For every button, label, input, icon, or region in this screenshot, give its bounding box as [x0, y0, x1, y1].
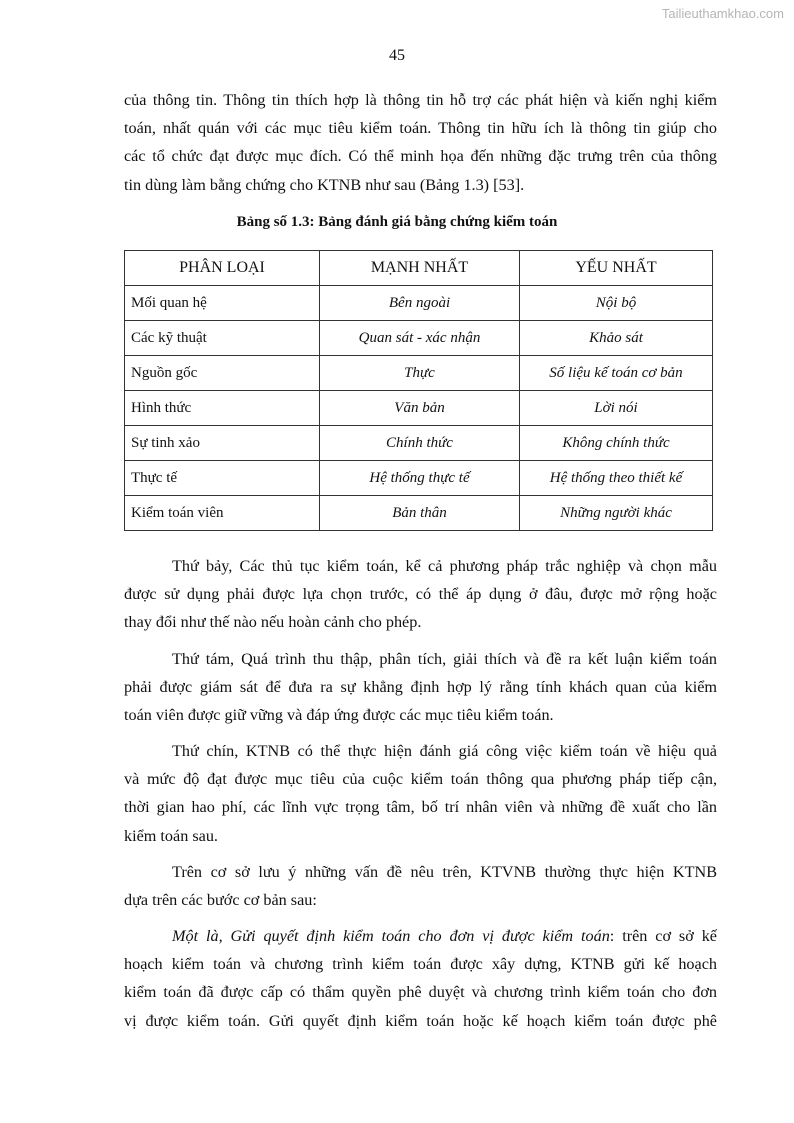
weakest-cell: Khảo sát [520, 321, 713, 356]
weakest-cell: Lời nói [520, 391, 713, 426]
weakest-cell: Không chính thức [520, 426, 713, 461]
text-line: được sử dụng phải được lựa chọn trước, có thể áp dụng ở đâu, được mở rộng hoặc [124, 585, 717, 604]
weakest-cell: Những người khác [520, 496, 713, 531]
text-line: kiểm toán đã được cấp có thẩm quyền phê duyệt và chương trình kiểm toán cho đơn [124, 983, 717, 1002]
table-header-row [125, 251, 713, 286]
text-line: của thông tin. Thông tin thích hợp là thông tin hỗ trợ các phát hiện và kiến nghị kiểm [124, 91, 717, 109]
weakest-cell: Nội bộ [520, 286, 713, 321]
category-cell: Mối quan hệ [125, 286, 320, 321]
text-line: phải được giám sát để đưa ra sự khẳng định hợp lý rằng tính khách quan của kiểm [124, 678, 717, 697]
paragraph-4 [124, 737, 717, 850]
table-caption: Bảng số 1.3: Bảng đánh giá bằng chứng kiểm toán [236, 214, 558, 230]
text-line: Thứ tám, Quá trình thu thập, phân tích, giải thích và đề ra kết luận kiểm toán [172, 650, 717, 668]
table-row [125, 461, 713, 496]
text-line: thay đổi như thế nào nếu hoàn cảnh cho phép. [124, 613, 422, 632]
table-row [125, 426, 713, 461]
strongest-cell: Chính thức [320, 426, 520, 461]
text-line: dựa trên các bước cơ bản sau: [124, 891, 317, 910]
paragraph-1 [124, 86, 717, 199]
table-row [125, 286, 713, 321]
column-header: PHÂN LOẠI [125, 251, 320, 286]
table-row [125, 356, 713, 391]
strongest-cell: Hệ thống thực tế [320, 461, 520, 496]
paragraph-3 [124, 645, 717, 730]
column-header: YẾU NHẤT [520, 251, 713, 286]
table-row [125, 391, 713, 426]
text-line: toán, nhất quán với các mục tiêu kiểm toán. Thông tin hữu ích là thông tin giúp cho [124, 119, 717, 138]
strongest-cell: Thực [320, 356, 520, 391]
strongest-cell: Văn bản [320, 391, 520, 426]
step-title: Một là, Gửi quyết định kiểm toán cho đơn vị được kiểm toán [172, 927, 610, 945]
text-line: và mức độ đạt được mục tiêu của cuộc kiểm toán thông qua phương pháp tiếp cận, [124, 770, 717, 789]
category-cell: Nguồn gốc [125, 356, 320, 391]
weakest-cell: Hệ thống theo thiết kế [520, 461, 713, 496]
category-cell: Kiểm toán viên [125, 496, 320, 531]
evidence-table [124, 250, 713, 531]
text-line: kiểm toán sau. [124, 826, 218, 845]
text-line: thời gian hao phí, các lĩnh vực trọng tâm, bố trí nhân viên và những đề xuất cho lần [124, 798, 717, 817]
table-row [125, 321, 713, 356]
strongest-cell: Bản thân [320, 496, 520, 531]
text-line: tin dùng làm bằng chứng cho KTNB như sau (Bảng 1.3) [53]. [124, 175, 525, 194]
text-line [124, 922, 717, 950]
category-cell: Thực tế [125, 461, 320, 496]
category-cell: Sự tinh xảo [125, 426, 320, 461]
paragraph-2 [124, 552, 717, 637]
paragraph-6 [124, 922, 717, 1035]
step-text: : trên cơ sở kế [609, 927, 717, 945]
text-line: vị được kiểm toán. Gửi quyết định kiểm toán hoặc kế hoạch kiểm toán được phê [124, 1011, 717, 1030]
weakest-cell: Số liệu kế toán cơ bản [520, 356, 713, 391]
text-line: toán viên được giữ vững và đáp ứng được các mục tiêu kiểm toán. [124, 706, 554, 725]
category-cell: Hình thức [125, 391, 320, 426]
column-header: MẠNH NHẤT [320, 251, 520, 286]
paragraph-5 [124, 858, 717, 914]
strongest-cell: Quan sát - xác nhận [320, 321, 520, 356]
text-line: các tổ chức đạt được mục đích. Có thể minh họa đến những đặc trưng trên của thông [124, 147, 717, 166]
category-cell: Các kỹ thuật [125, 321, 320, 356]
page-number: 45 [389, 47, 405, 64]
text-line: Thứ bảy, Các thủ tục kiểm toán, kể cả phương pháp trắc nghiệp và chọn mẫu [172, 557, 717, 575]
strongest-cell: Bên ngoài [320, 286, 520, 321]
text-line: hoạch kiểm toán và chương trình kiểm toán được xây dựng, KTNB gửi kế hoạch [124, 955, 717, 974]
watermark: Tailieuthamkhao.com [661, 6, 784, 21]
table-row [125, 496, 713, 531]
text-line: Trên cơ sở lưu ý những vấn đề nêu trên, KTVNB thường thực hiện KTNB [172, 863, 717, 881]
text-line: Thứ chín, KTNB có thể thực hiện đánh giá công việc kiểm toán về hiệu quả [172, 742, 717, 760]
